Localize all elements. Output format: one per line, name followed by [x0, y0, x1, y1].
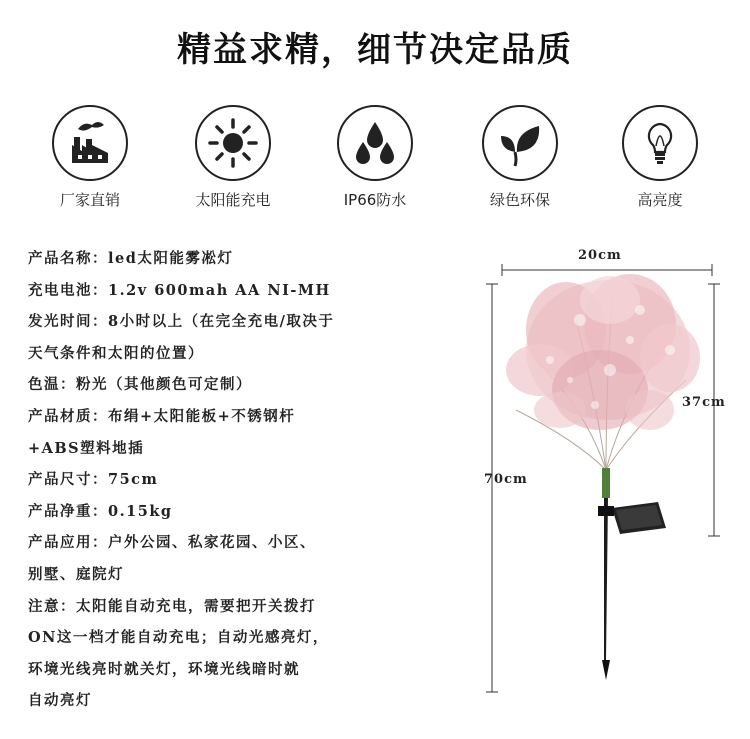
spec-product-name: 产品名称：led太阳能雾凇灯 [28, 250, 234, 267]
sun-icon [195, 105, 271, 181]
feature-eco [465, 105, 575, 210]
product-drawing [480, 240, 740, 700]
factory-icon [52, 105, 128, 181]
product-illustration [480, 240, 740, 700]
stake-pole [604, 498, 608, 660]
solar-panel [598, 502, 666, 534]
feature-sun [178, 105, 288, 210]
light-bulb-icon [622, 105, 698, 181]
spec-lighting-time: 发光时间：8小时以上（在完全充电/取决于 [28, 313, 335, 331]
spec-lighting-time-cont: 天气条件和太阳的位置） [28, 344, 204, 362]
feature-label: 绿色环保 [489, 191, 550, 209]
ground-spike [602, 660, 610, 680]
feature-label: 太阳能充电 [195, 191, 271, 209]
total-height-dimension-line [486, 284, 498, 692]
feature-waterproof [320, 105, 430, 210]
spec-note-cont-1: ON这一档才能自动充电；自动光感亮灯， [28, 629, 329, 647]
head-height-dimension-line [708, 284, 720, 536]
water-drops-icon [337, 105, 413, 181]
spec-weight: 产品净重：0.15kg [28, 502, 173, 520]
feature-icon-row [0, 105, 750, 215]
leaf-icon [482, 105, 558, 181]
spec-color-temp: 色温：粉光（其他颜色可定制） [28, 376, 252, 394]
spec-material: 产品材质：布绢+太阳能板+不锈钢杆 [28, 407, 296, 425]
spec-note-cont-3: 自动亮灯 [28, 692, 92, 710]
feature-brightness [605, 105, 715, 210]
spec-size: 产品尺寸：75cm [28, 471, 159, 489]
feature-label: 高亮度 [637, 191, 683, 209]
spec-note: 注意：太阳能自动充电，需要把开关拨打 [28, 597, 316, 615]
width-dimension-line [502, 264, 712, 276]
feature-factory [35, 105, 145, 210]
width-label: 20cm [578, 248, 622, 263]
spec-application-cont: 别墅、庭院灯 [28, 565, 124, 583]
total-height-label: 70cm [484, 472, 528, 487]
head-height-label: 37cm [682, 395, 726, 410]
spec-note-cont-2: 环境光线亮时就关灯，环境光线暗时就 [28, 660, 300, 678]
spec-application: 产品应用：户外公园、私家花园、小区、 [28, 534, 316, 552]
page-title: 精益求精，细节决定品质 [177, 30, 573, 70]
spec-material-cont: +ABS塑料地插 [28, 439, 145, 457]
green-stem-tie [602, 468, 610, 498]
feature-label: 厂家直销 [59, 191, 120, 209]
spec-battery: 充电电池：1.2v 600mah AA NI-MH [28, 281, 331, 299]
feature-label: IP66防水 [343, 191, 407, 209]
spec-list [28, 243, 448, 717]
